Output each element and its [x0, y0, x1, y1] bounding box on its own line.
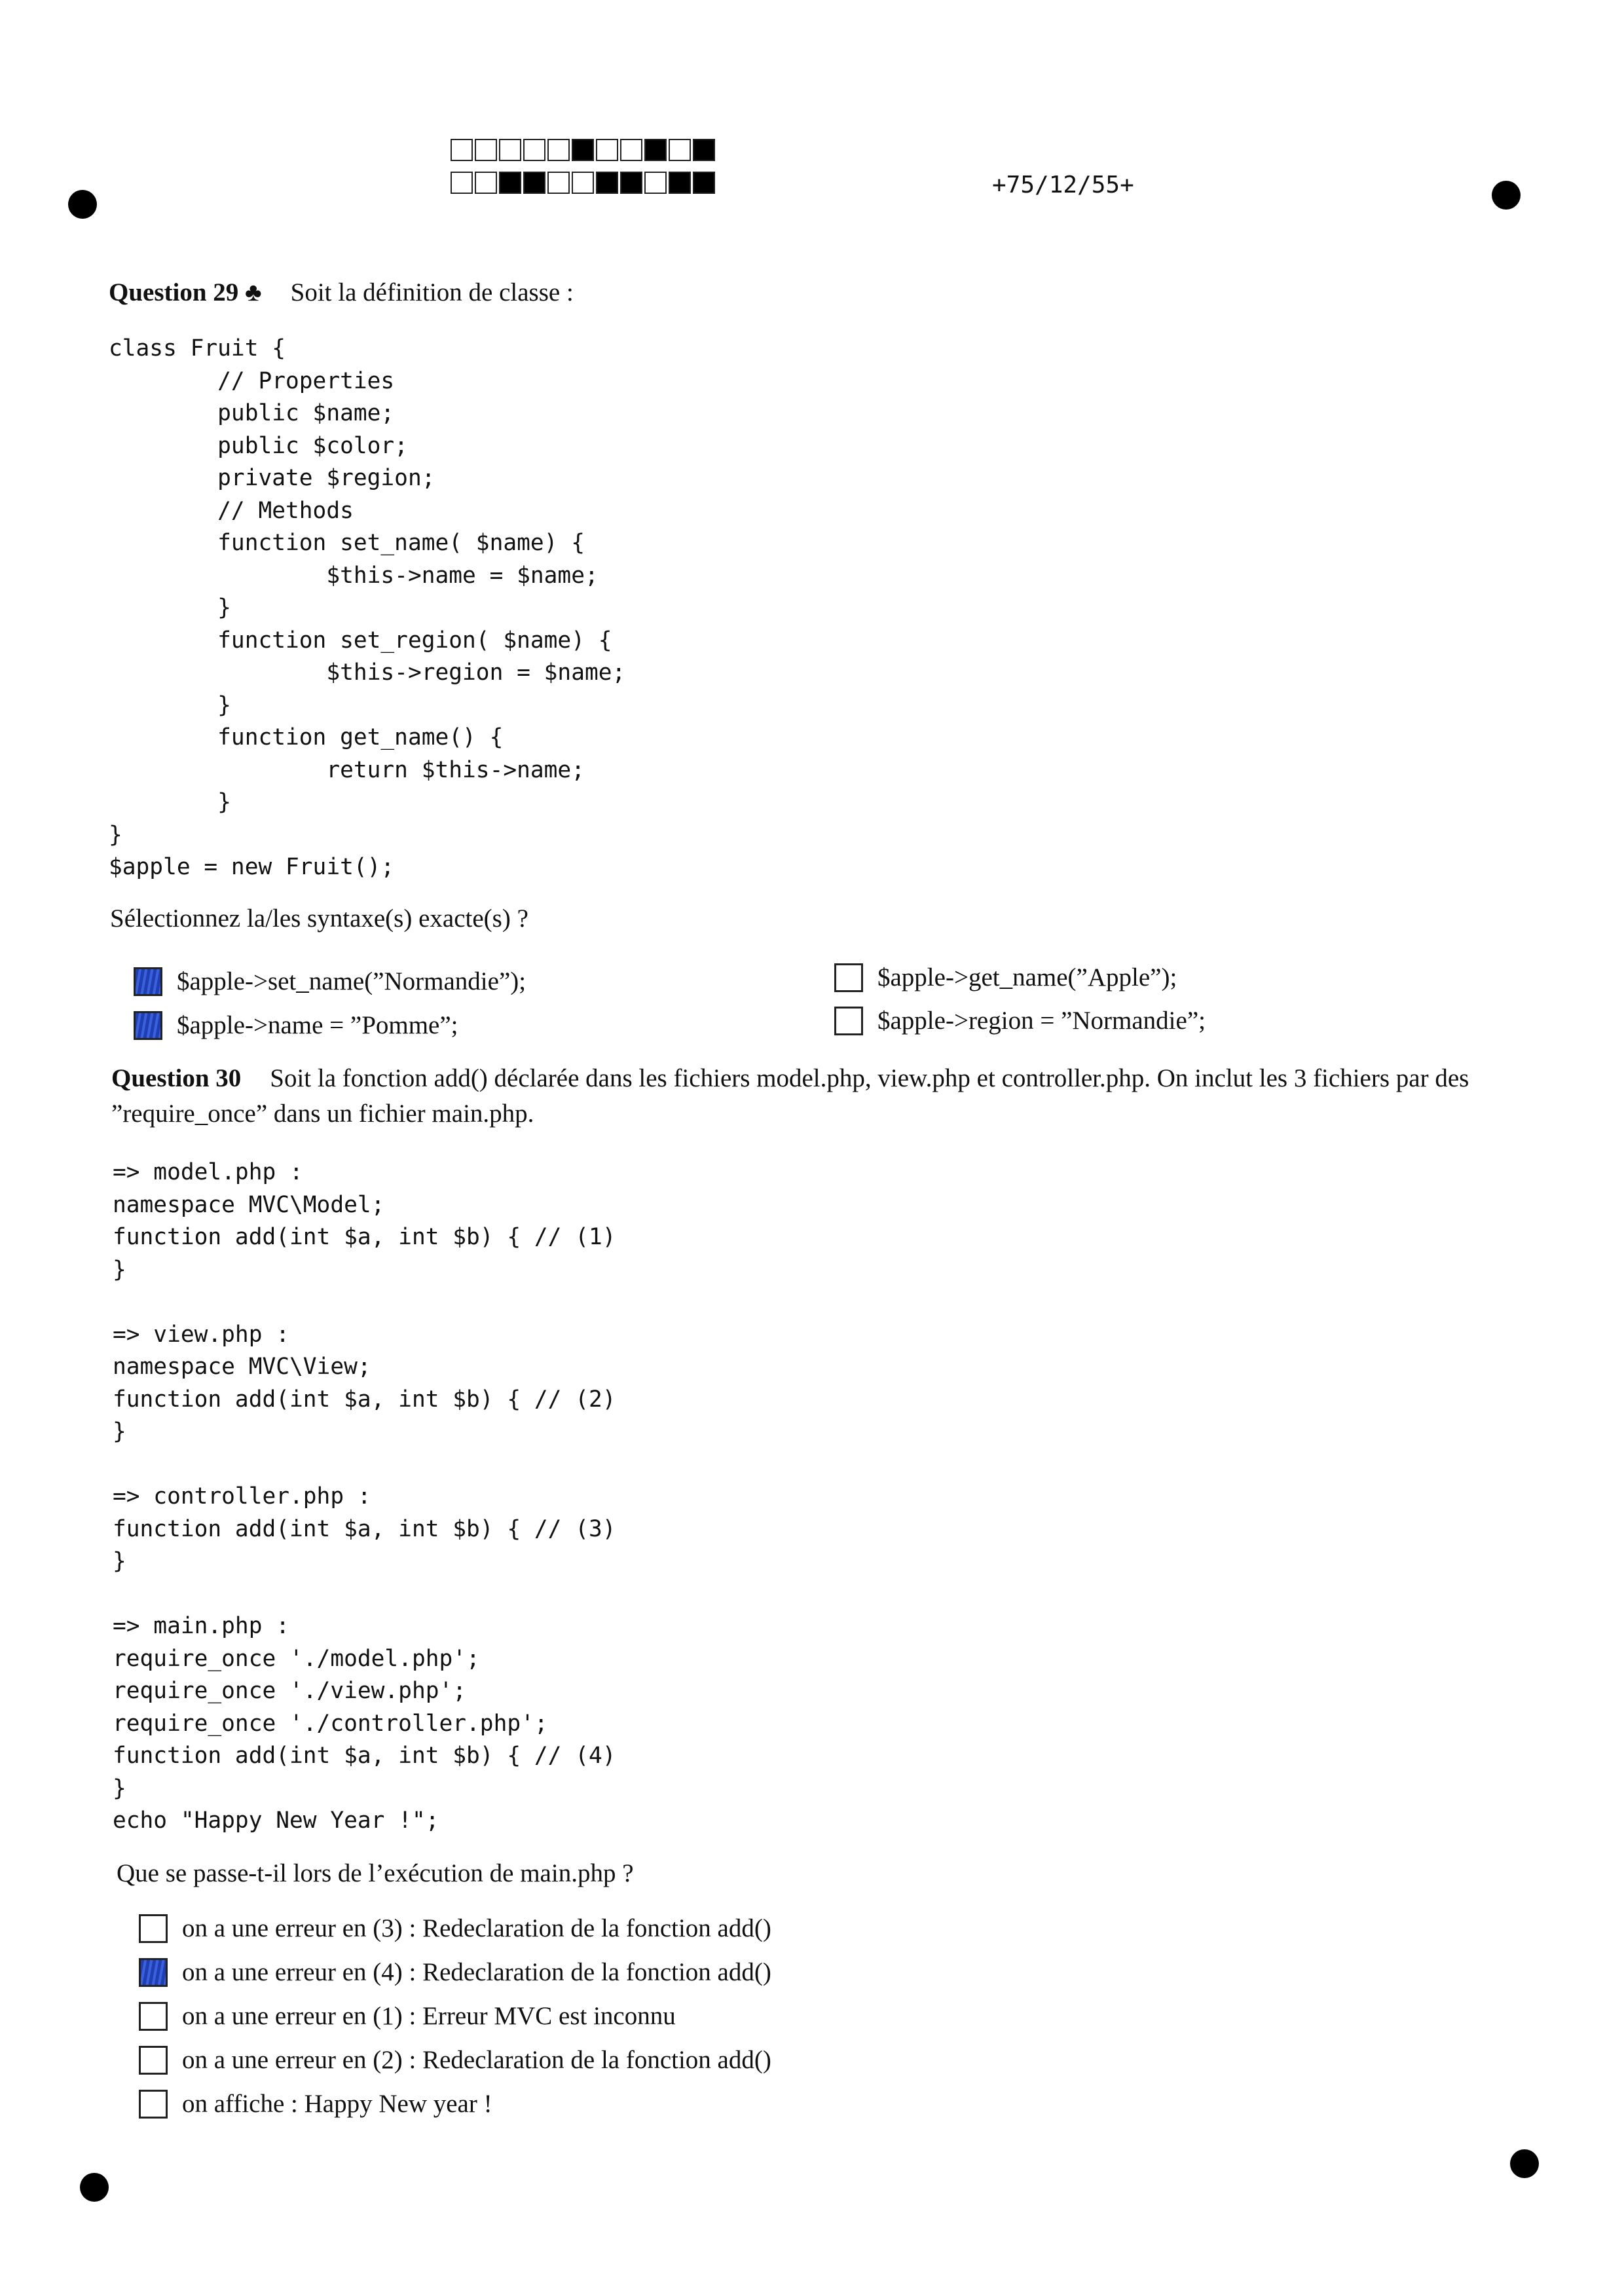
barcode-cell	[475, 172, 497, 194]
question-30-code: => model.php : namespace MVC\Model; function add(int $a, int $b) { // (1) } => view.php : namespace MVC\View; function add(int $a, int $b) { // (2) } => controller.php : function add(int $a, int $b) { // (3) } => main.php : require_once './model.php'; require_once './view.php'; require_once './controller.php'; function add(int $a, int $b) { // (4) } echo "Happy New Year !";	[113, 1159, 616, 1834]
barcode-cell	[523, 139, 545, 161]
registration-mark-top-left	[68, 190, 97, 219]
barcode-cell	[693, 172, 715, 194]
question-29-code: class Fruit { // Properties public $name; public $color; private $region; // Methods function set_name( $name) { $this->name = $name; } function set_region( $name) { $this->region = $name; } function get_name() { return $this->name; } } $apple = new Fruit();	[109, 335, 626, 880]
checkbox[interactable]	[134, 1011, 162, 1040]
barcode-row-2	[451, 172, 717, 194]
barcode-cell	[693, 139, 715, 161]
checkbox[interactable]	[139, 2046, 168, 2075]
barcode-cell	[620, 139, 642, 161]
barcode-cell	[620, 172, 642, 194]
barcode-cell	[499, 172, 521, 194]
barcode-cell	[475, 139, 497, 161]
registration-mark-bottom-right	[1510, 2149, 1539, 2178]
barcode-cell	[451, 172, 473, 194]
barcode-cell	[547, 172, 570, 194]
option-label: $apple->region = ”Normandie”;	[877, 1007, 1206, 1035]
q29-option-3[interactable]	[834, 963, 1177, 992]
q30-option-1[interactable]	[139, 1914, 771, 1943]
checkbox[interactable]	[834, 963, 863, 992]
barcode-cell	[644, 172, 667, 194]
barcode-cell	[572, 139, 594, 161]
q30-option-3[interactable]	[139, 2001, 676, 2031]
barcode-cell	[572, 172, 594, 194]
option-label: on affiche : Happy New year !	[182, 2090, 492, 2118]
checkbox[interactable]	[139, 1914, 168, 1943]
barcode-cell	[523, 172, 545, 194]
option-label: on a une erreur en (4) : Redeclaration de la fonction add()	[182, 1958, 771, 1986]
option-label: $apple->set_name(”Normandie”);	[177, 967, 526, 995]
barcode-cell	[499, 139, 521, 161]
barcode-cell	[451, 139, 473, 161]
question-30-label: Question 30	[111, 1064, 242, 1092]
q30-option-2[interactable]	[139, 1957, 771, 1987]
option-label: on a une erreur en (2) : Redeclaration de la fonction add()	[182, 2046, 771, 2074]
question-30-prompt: Que se passe-t-il lors de l’exécution de main.php ?	[117, 1859, 634, 1887]
option-label: on a une erreur en (1) : Erreur MVC est inconnu	[182, 2002, 676, 2030]
checkbox[interactable]	[139, 2090, 168, 2119]
question-29-header	[109, 278, 574, 307]
question-29-prompt: Sélectionnez la/les syntaxe(s) exacte(s) ?	[110, 904, 528, 933]
option-label: on a une erreur en (3) : Redeclaration de la fonction add()	[182, 1914, 771, 1942]
option-label: $apple->get_name(”Apple”);	[877, 963, 1177, 991]
checkbox[interactable]	[139, 2002, 168, 2031]
checkbox[interactable]	[834, 1007, 863, 1035]
q29-option-1[interactable]	[134, 967, 526, 996]
barcode-cell	[669, 139, 691, 161]
barcode-cell	[596, 172, 618, 194]
q30-option-4[interactable]	[139, 2045, 771, 2075]
barcode-cell	[644, 139, 667, 161]
barcode-cell	[596, 139, 618, 161]
q29-option-2[interactable]	[134, 1010, 458, 1040]
question-29-label: Question 29 ♣	[109, 278, 262, 306]
question-29-intro: Soit la définition de classe :	[290, 278, 574, 306]
barcode-cell	[547, 139, 570, 161]
barcode-cell	[669, 172, 691, 194]
sheet-id: +75/12/55+	[992, 172, 1134, 198]
option-label: $apple->name = ”Pomme”;	[177, 1011, 458, 1039]
registration-mark-top-right	[1492, 181, 1521, 210]
q29-option-4[interactable]	[834, 1006, 1206, 1035]
q30-option-5[interactable]	[139, 2089, 492, 2119]
question-30-intro: Soit la fonction add() déclarée dans les fichiers model.php, view.php et controller.php. On inclut les 3 fichiers par des ”require_once” dans un fichier main.php.	[111, 1064, 1469, 1128]
registration-mark-bottom-left	[80, 2173, 109, 2202]
checkbox[interactable]	[139, 1958, 168, 1987]
question-30-header	[111, 1061, 1506, 1132]
checkbox[interactable]	[134, 967, 162, 996]
barcode-row-1	[451, 139, 717, 161]
